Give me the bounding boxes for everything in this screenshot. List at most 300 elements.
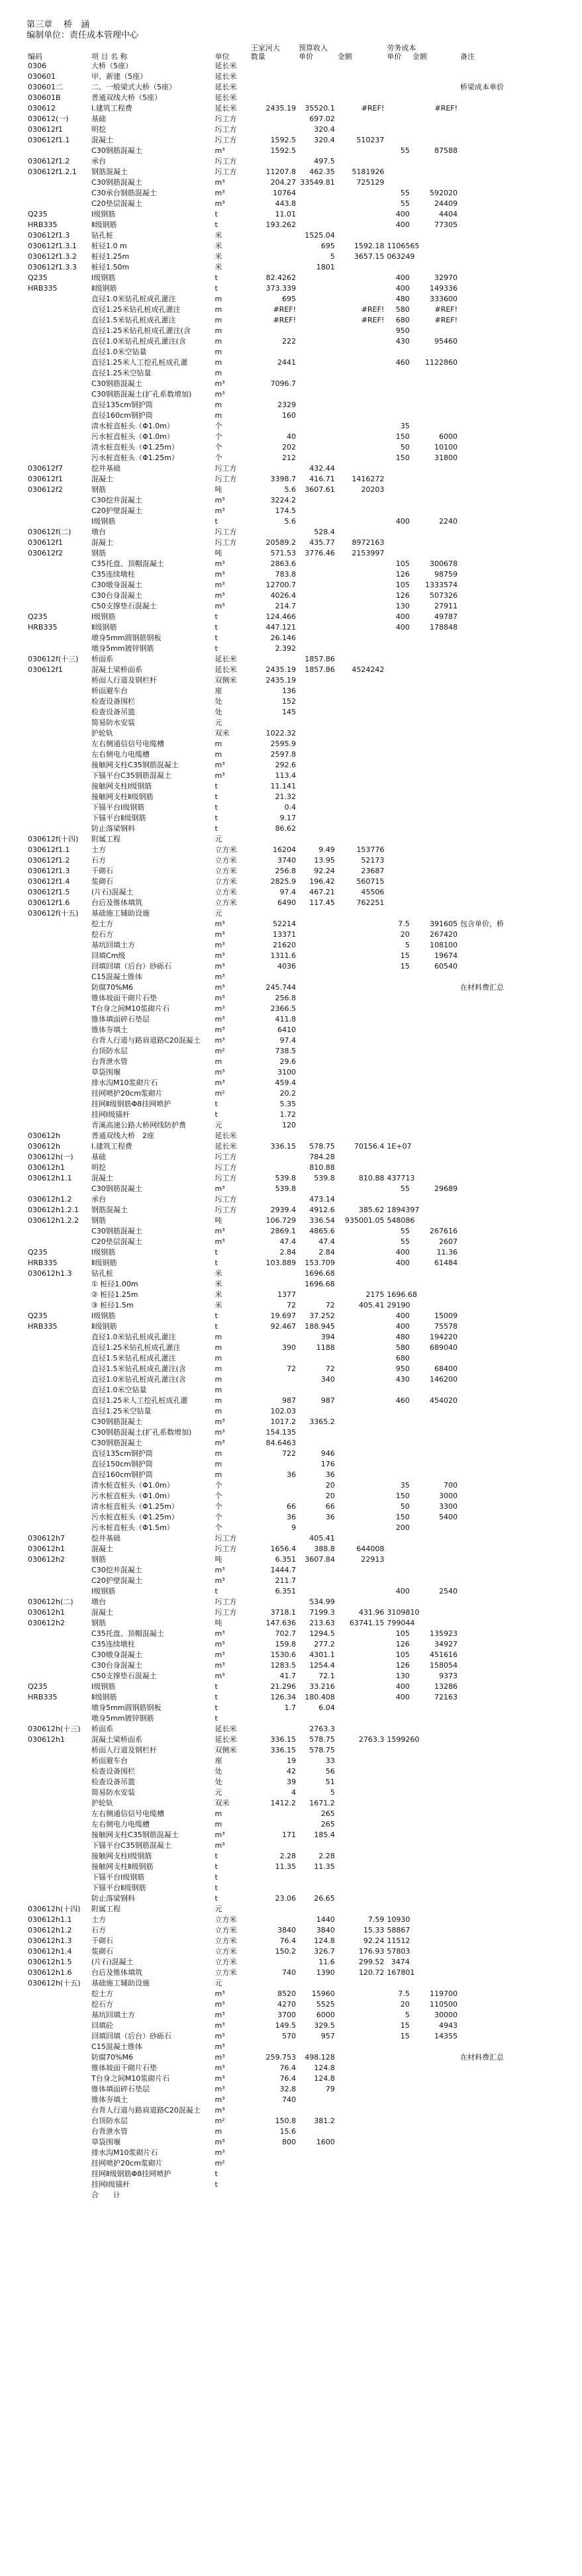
cell-name: ③ 桩径1.5m bbox=[91, 1301, 134, 1310]
table-row bbox=[26, 1777, 556, 1788]
cell-unit: 圬工方 bbox=[215, 538, 237, 547]
cell-unit: 吨 bbox=[215, 1216, 222, 1225]
cell-price1 bbox=[297, 1184, 336, 1194]
cell-name: 台后及锥体填筑 bbox=[91, 898, 143, 907]
cell-qty: 4036 bbox=[277, 962, 297, 971]
cell-qty: 2595.9 bbox=[270, 739, 297, 748]
cell-name: 污水桩直桩头（Φ1.25m） bbox=[91, 453, 179, 462]
cell-code: 030601 bbox=[28, 72, 56, 81]
cell-price2 bbox=[385, 802, 411, 813]
cell-price2: 680 bbox=[395, 1354, 410, 1362]
cell-amount2 bbox=[411, 1046, 459, 1057]
cell-amount1 bbox=[336, 506, 386, 516]
cell-price1 bbox=[297, 1427, 336, 1438]
cell-price2: 400 bbox=[395, 517, 410, 526]
cell-price1 bbox=[297, 834, 336, 845]
cell-amount2 bbox=[411, 1523, 459, 1533]
cell-price1: 336.54 bbox=[309, 1216, 335, 1225]
cell-price2: 150 bbox=[395, 453, 410, 462]
table-row bbox=[26, 718, 556, 728]
cell-name: 接触网支柱C35钢筋混凝土 bbox=[91, 1831, 179, 1839]
table-row bbox=[26, 2095, 556, 2105]
cell-code bbox=[26, 2084, 90, 2095]
cell-amount2 bbox=[411, 707, 459, 718]
cell-qty: 2.84 bbox=[279, 1248, 297, 1257]
cell-price2 bbox=[385, 1777, 411, 1788]
cell-remark bbox=[459, 379, 556, 389]
cell-price2: 580 bbox=[395, 1343, 410, 1352]
cell-remark bbox=[459, 1671, 556, 1682]
cell-qty bbox=[250, 1353, 297, 1364]
cell-unit: m³ bbox=[215, 962, 225, 971]
cell-qty: 9 bbox=[291, 1523, 297, 1532]
cell-remark bbox=[459, 1544, 556, 1554]
cell-name: 接触网支柱Ⅰ级钢筋 bbox=[91, 782, 152, 790]
cell-price1 bbox=[297, 993, 336, 1004]
table-row bbox=[26, 1396, 556, 1406]
cell-amount2 bbox=[411, 1862, 459, 1872]
cell-remark bbox=[459, 209, 556, 220]
cell-unit: 处 bbox=[215, 1778, 222, 1786]
cell-amount2 bbox=[411, 1427, 459, 1438]
cell-amount2: 77305 bbox=[434, 220, 458, 229]
cell-amount1 bbox=[336, 707, 386, 718]
cell-price2 bbox=[385, 262, 411, 273]
cell-remark bbox=[459, 718, 556, 728]
cell-price1: 1857.86 bbox=[305, 655, 335, 663]
cell-price1 bbox=[297, 1131, 336, 1141]
cell-code: 030612h1.2 bbox=[28, 1926, 72, 1934]
cell-name: 防止落梁钢料 bbox=[91, 824, 136, 833]
cell-amount1 bbox=[336, 421, 386, 432]
cell-qty: 103.889 bbox=[266, 1259, 297, 1267]
cell-remark bbox=[459, 262, 556, 273]
cell-price1 bbox=[297, 1046, 336, 1057]
cell-price2: 1894397 bbox=[387, 1206, 420, 1214]
table-header bbox=[26, 44, 556, 61]
cell-amount2 bbox=[411, 2137, 459, 2148]
cell-unit: m³ bbox=[215, 2095, 225, 2104]
cell-price2 bbox=[385, 1427, 411, 1438]
cell-name: 桥面人行道及钢栏杆 bbox=[91, 1746, 158, 1754]
cell-name: 基坑回填土方 bbox=[91, 941, 136, 949]
table-row bbox=[26, 1629, 556, 1639]
cell-code bbox=[26, 1512, 90, 1523]
cell-name: 直径1.25米人工挖孔桩成孔灌 bbox=[91, 358, 188, 367]
cell-amount2 bbox=[411, 506, 459, 516]
cell-name: C30台身混凝土 bbox=[91, 1661, 142, 1670]
cell-price1: 784.28 bbox=[309, 1153, 335, 1161]
cell-code bbox=[26, 644, 90, 654]
cell-code bbox=[26, 389, 90, 400]
cell-qty: 740 bbox=[282, 2095, 297, 2104]
cell-qty bbox=[250, 82, 297, 93]
cell-qty: 8520 bbox=[277, 1989, 297, 1998]
cell-remark bbox=[459, 1872, 556, 1883]
cell-qty: 2597.8 bbox=[270, 750, 297, 759]
table-row bbox=[26, 887, 556, 898]
cell-amount2 bbox=[411, 527, 459, 538]
cell-qty: 2366.5 bbox=[270, 1004, 297, 1013]
table-row bbox=[26, 866, 556, 877]
cell-price2 bbox=[385, 167, 411, 177]
cell-price2 bbox=[385, 114, 411, 124]
cell-qty bbox=[250, 463, 297, 474]
cell-remark bbox=[459, 2190, 556, 2201]
cell-amount2: 451616 bbox=[430, 1650, 458, 1659]
cell-price1 bbox=[297, 601, 336, 612]
cell-qty: 19.697 bbox=[270, 1312, 297, 1320]
cell-amount2 bbox=[411, 1851, 459, 1862]
cell-unit: t bbox=[215, 1587, 218, 1596]
cell-qty: 11.35 bbox=[275, 1862, 297, 1871]
cell-amount2 bbox=[411, 1025, 459, 1035]
cell-code: 030612h(一) bbox=[28, 1153, 73, 1161]
cell-unit: 立方米 bbox=[215, 898, 237, 907]
cell-qty bbox=[250, 527, 297, 538]
table-row bbox=[26, 1004, 556, 1014]
cell-unit: m³ bbox=[215, 1629, 225, 1638]
cell-price1: 33 bbox=[325, 1756, 335, 1765]
cell-unit: 圬工方 bbox=[215, 1153, 237, 1161]
cell-name: 混凝土 bbox=[91, 136, 114, 144]
cell-price1: 3607.61 bbox=[305, 485, 335, 494]
table-row bbox=[26, 2116, 556, 2126]
cell-price1: 432.44 bbox=[309, 464, 335, 473]
cell-price1: 462.35 bbox=[309, 167, 335, 176]
cell-code bbox=[26, 2137, 90, 2148]
cell-price2 bbox=[385, 177, 411, 188]
table-row bbox=[26, 569, 556, 580]
cell-unit: t bbox=[215, 1312, 218, 1320]
cell-amount1 bbox=[336, 1872, 386, 1883]
cell-unit: m bbox=[215, 1449, 222, 1458]
cell-price1 bbox=[297, 707, 336, 718]
table-row bbox=[26, 1544, 556, 1554]
cell-qty: 222 bbox=[282, 337, 297, 346]
cell-qty: 212 bbox=[282, 453, 297, 462]
cell-name: C30钢筋混凝土(扩孔系数增加) bbox=[91, 390, 192, 399]
cell-qty: 214.7 bbox=[275, 602, 297, 610]
cell-price2: 1696.68 bbox=[387, 1290, 417, 1299]
cell-price2 bbox=[385, 2116, 411, 2126]
cell-code bbox=[26, 442, 90, 453]
cell-unit: m³ bbox=[215, 1831, 225, 1839]
cell-name: 排水沟M10浆砌片石 bbox=[91, 1078, 158, 1087]
cell-amount1 bbox=[336, 61, 386, 72]
cell-remark bbox=[459, 1406, 556, 1417]
cell-amount1 bbox=[336, 612, 386, 622]
cell-price1 bbox=[297, 516, 336, 527]
cell-unit: t bbox=[215, 284, 218, 293]
cell-remark bbox=[459, 1311, 556, 1321]
cell-amount2: 24409 bbox=[434, 199, 458, 208]
cell-price1: 957 bbox=[320, 2032, 335, 2040]
cell-name: 合 计 bbox=[91, 2191, 121, 2199]
cell-price2 bbox=[385, 696, 411, 707]
table-row bbox=[26, 1353, 556, 1364]
cell-amount2 bbox=[411, 1766, 459, 1777]
cell-amount2 bbox=[411, 845, 459, 855]
cell-unit: 个 bbox=[215, 453, 222, 462]
cell-amount1 bbox=[336, 1512, 386, 1523]
header-price1: 单价 bbox=[299, 52, 314, 61]
cell-price1: 33549.81 bbox=[300, 178, 335, 187]
cell-name: 基础施工辅助设施 bbox=[91, 1979, 150, 1987]
cell-remark bbox=[459, 707, 556, 718]
table-row bbox=[26, 2137, 556, 2148]
table-row bbox=[26, 1999, 556, 2010]
cell-amount2 bbox=[411, 485, 459, 495]
cell-amount1: 63741.15 bbox=[349, 1619, 385, 1627]
cell-price2: 167801 bbox=[387, 1968, 415, 1977]
cell-amount2: 592020 bbox=[430, 189, 458, 197]
cell-amount1 bbox=[336, 1459, 386, 1470]
cell-remark bbox=[459, 1035, 556, 1046]
table-row bbox=[26, 612, 556, 622]
cell-amount2 bbox=[411, 1576, 459, 1586]
cell-amount1 bbox=[336, 1067, 386, 1078]
cell-name: 直径1.25米钻孔桩成孔灌注 bbox=[91, 1343, 181, 1352]
cell-remark bbox=[459, 1512, 556, 1523]
cell-remark bbox=[459, 2031, 556, 2042]
cell-qty: 443.8 bbox=[275, 199, 297, 208]
cell-price2 bbox=[385, 230, 411, 241]
cell-name: C30承台钢筋混凝土 bbox=[91, 189, 157, 197]
cell-qty: 411.8 bbox=[275, 1015, 297, 1024]
cell-remark bbox=[459, 1131, 556, 1141]
cell-qty: 82.4262 bbox=[266, 273, 297, 282]
cell-qty bbox=[250, 1724, 297, 1735]
cell-remark bbox=[459, 315, 556, 326]
cell-unit: 米 bbox=[215, 1269, 222, 1278]
cell-amount2: 6000 bbox=[439, 432, 458, 441]
cell-qty: 3224.2 bbox=[270, 496, 297, 504]
cell-amount2 bbox=[411, 2148, 459, 2158]
cell-unit: m³ bbox=[215, 496, 225, 504]
table-row bbox=[26, 262, 556, 273]
cell-price2 bbox=[385, 1798, 411, 1809]
cell-price2: 126 bbox=[395, 1640, 410, 1648]
cell-remark bbox=[459, 135, 556, 146]
cell-unit: t bbox=[215, 1322, 218, 1331]
cell-unit: m bbox=[215, 1460, 222, 1468]
cell-amount2 bbox=[411, 1078, 459, 1088]
cell-price1 bbox=[297, 2126, 336, 2137]
cell-remark bbox=[459, 1989, 556, 1999]
cell-unit: m³ bbox=[215, 1078, 225, 1087]
table-row bbox=[26, 1502, 556, 1512]
cell-qty bbox=[250, 1904, 297, 1915]
table-row bbox=[26, 1840, 556, 1851]
cell-amount1 bbox=[336, 1152, 386, 1163]
cell-code bbox=[26, 2179, 90, 2190]
cell-name: ② 桩径1.25m bbox=[91, 1290, 138, 1299]
cell-amount2: 2607 bbox=[439, 1237, 458, 1246]
header-code: 编码 bbox=[28, 52, 42, 61]
cell-amount1 bbox=[336, 379, 386, 389]
cell-remark bbox=[459, 1364, 556, 1374]
cell-amount1 bbox=[336, 2021, 386, 2031]
cell-qty: 1592.5 bbox=[270, 146, 297, 155]
cell-price1 bbox=[297, 961, 336, 972]
cell-name: 污水桩直桩头（Φ1.0m） bbox=[91, 1492, 174, 1500]
cell-amount1 bbox=[336, 2095, 386, 2105]
cell-remark bbox=[459, 1057, 556, 1067]
cell-remark bbox=[459, 824, 556, 834]
cell-amount1: 1416272 bbox=[352, 475, 385, 483]
cell-price1: 1671.2 bbox=[309, 1799, 335, 1807]
cell-name: 接触网支柱Ⅱ级钢筋 bbox=[91, 792, 154, 801]
cell-qty: 1022.32 bbox=[266, 729, 297, 738]
header-group2: 预算收入 bbox=[299, 44, 328, 52]
cell-remark bbox=[459, 347, 556, 358]
cell-price1: 7199.3 bbox=[309, 1608, 335, 1617]
table-row bbox=[26, 993, 556, 1004]
cell-remark bbox=[459, 294, 556, 305]
table-row bbox=[26, 824, 556, 834]
cell-price2: 400 bbox=[395, 1682, 410, 1691]
cell-name: 钢筋混凝土 bbox=[91, 167, 128, 176]
cell-price2: 126 bbox=[395, 591, 410, 600]
cell-price2: 126 bbox=[395, 1661, 410, 1670]
cell-price2 bbox=[385, 1120, 411, 1131]
cell-unit: m³ bbox=[215, 2064, 225, 2072]
cell-qty: 722 bbox=[282, 1449, 297, 1458]
cell-amount1 bbox=[336, 919, 386, 930]
table-row bbox=[26, 1692, 556, 1703]
cell-amount1: 15.33 bbox=[363, 1926, 385, 1934]
cell-price2: 1E+07 bbox=[387, 1142, 412, 1151]
cell-price1 bbox=[297, 569, 336, 580]
cell-amount1 bbox=[336, 1851, 386, 1862]
cell-name: 钢筋 bbox=[91, 549, 107, 557]
cell-price2 bbox=[385, 2137, 411, 2148]
cell-amount1: 70156.4 bbox=[354, 1142, 385, 1151]
cell-amount1 bbox=[336, 1279, 386, 1290]
cell-qty bbox=[250, 1883, 297, 1893]
cell-amount2 bbox=[411, 1756, 459, 1766]
cell-price1: 578.75 bbox=[309, 1142, 335, 1151]
cell-price2 bbox=[385, 993, 411, 1004]
cell-code: 030612h1.6 bbox=[28, 1968, 72, 1977]
cell-unit: 立方米 bbox=[215, 1915, 237, 1924]
cell-name: 左右侧通信信号电缆槽 bbox=[91, 739, 165, 748]
cell-amount1 bbox=[336, 516, 386, 527]
cell-price2: 400 bbox=[395, 210, 410, 218]
cell-amount1: 8972163 bbox=[352, 538, 385, 547]
cell-amount2: 194220 bbox=[430, 1333, 458, 1341]
cell-qty bbox=[250, 2042, 297, 2052]
cell-code bbox=[26, 919, 90, 930]
cell-price1: 33.216 bbox=[309, 1682, 335, 1691]
cell-unit: m bbox=[215, 305, 222, 314]
cell-qty bbox=[250, 1131, 297, 1141]
cell-code bbox=[26, 802, 90, 813]
cell-code bbox=[26, 1999, 90, 2010]
cell-name: 直径1.0米空钻量 bbox=[91, 348, 147, 356]
cell-amount2 bbox=[411, 866, 459, 877]
cell-code bbox=[26, 2010, 90, 2021]
cell-qty: 106.729 bbox=[266, 1216, 297, 1225]
cell-code: 030612f1.2 bbox=[28, 157, 70, 166]
cell-amount1 bbox=[336, 982, 386, 993]
cell-name: 台顶防水层 bbox=[91, 2117, 128, 2125]
cell-price2 bbox=[385, 1025, 411, 1035]
cell-unit: 立方米 bbox=[215, 1958, 237, 1966]
cell-amount1 bbox=[336, 1131, 386, 1141]
cell-unit: t bbox=[215, 1682, 218, 1691]
cell-qty bbox=[250, 2148, 297, 2158]
cell-qty: 6.351 bbox=[275, 1587, 297, 1596]
cell-unit: m bbox=[215, 1470, 222, 1479]
cell-qty: 256.8 bbox=[275, 994, 297, 1002]
cell-unit: 立方米 bbox=[215, 1968, 237, 1977]
cell-code bbox=[26, 336, 90, 347]
cell-code bbox=[26, 1586, 90, 1597]
cell-qty: 21620 bbox=[273, 941, 297, 949]
cell-code: 030612f1.3 bbox=[28, 231, 70, 240]
cell-amount1 bbox=[336, 2063, 386, 2074]
cell-amount1 bbox=[336, 1660, 386, 1671]
cell-price1: 326.7 bbox=[314, 1947, 335, 1956]
cell-price2: 5 bbox=[405, 941, 410, 949]
cell-price2: 400 bbox=[395, 1259, 410, 1267]
cell-unit: t bbox=[215, 1693, 218, 1701]
cell-price2: 20 bbox=[400, 2000, 410, 2009]
cell-amount1 bbox=[336, 1692, 386, 1703]
cell-qty: 3718.1 bbox=[270, 1608, 297, 1617]
cell-amount2: 34927 bbox=[434, 1640, 458, 1648]
cell-price2: 15 bbox=[400, 2021, 410, 2030]
cell-amount1 bbox=[336, 1724, 386, 1735]
cell-remark bbox=[459, 1682, 556, 1692]
cell-remark bbox=[459, 559, 556, 569]
cell-price2: 400 bbox=[395, 284, 410, 293]
cell-name: 挖井基础 bbox=[91, 1534, 121, 1543]
table-row bbox=[26, 1968, 556, 1978]
cell-amount1 bbox=[336, 961, 386, 972]
cell-price1: 9.49 bbox=[318, 845, 335, 854]
cell-amount1 bbox=[336, 2179, 386, 2190]
cell-price2 bbox=[385, 1597, 411, 1607]
cell-amount1 bbox=[336, 1385, 386, 1396]
cell-code: 030612(一) bbox=[28, 115, 69, 123]
cell-qty: 76.4 bbox=[279, 2064, 297, 2072]
cell-name: 锥体夯填土 bbox=[91, 2095, 128, 2104]
cell-amount1 bbox=[336, 209, 386, 220]
cell-qty: 447.121 bbox=[266, 623, 297, 632]
cell-unit: 双米 bbox=[215, 729, 230, 738]
cell-price2 bbox=[385, 1110, 411, 1120]
cell-name: 清水桩直桩头（Φ1.0m） bbox=[91, 422, 174, 430]
table-row bbox=[26, 1067, 556, 1078]
cell-qty bbox=[250, 1840, 297, 1851]
cell-price2: 437713 bbox=[387, 1174, 415, 1182]
cell-price2 bbox=[385, 485, 411, 495]
cell-price2: 55 bbox=[400, 1184, 410, 1193]
cell-code bbox=[26, 972, 90, 982]
cell-name: 回填Cm级 bbox=[91, 951, 126, 960]
cell-remark bbox=[459, 188, 556, 199]
table-row bbox=[26, 315, 556, 326]
cell-qty: 150.8 bbox=[275, 2117, 297, 2125]
table-row bbox=[26, 1523, 556, 1533]
chapter-title: 第三章 桥 涵 bbox=[26, 20, 90, 30]
cell-code bbox=[26, 1756, 90, 1766]
cell-price1 bbox=[297, 495, 336, 506]
cell-remark bbox=[459, 1957, 556, 1968]
